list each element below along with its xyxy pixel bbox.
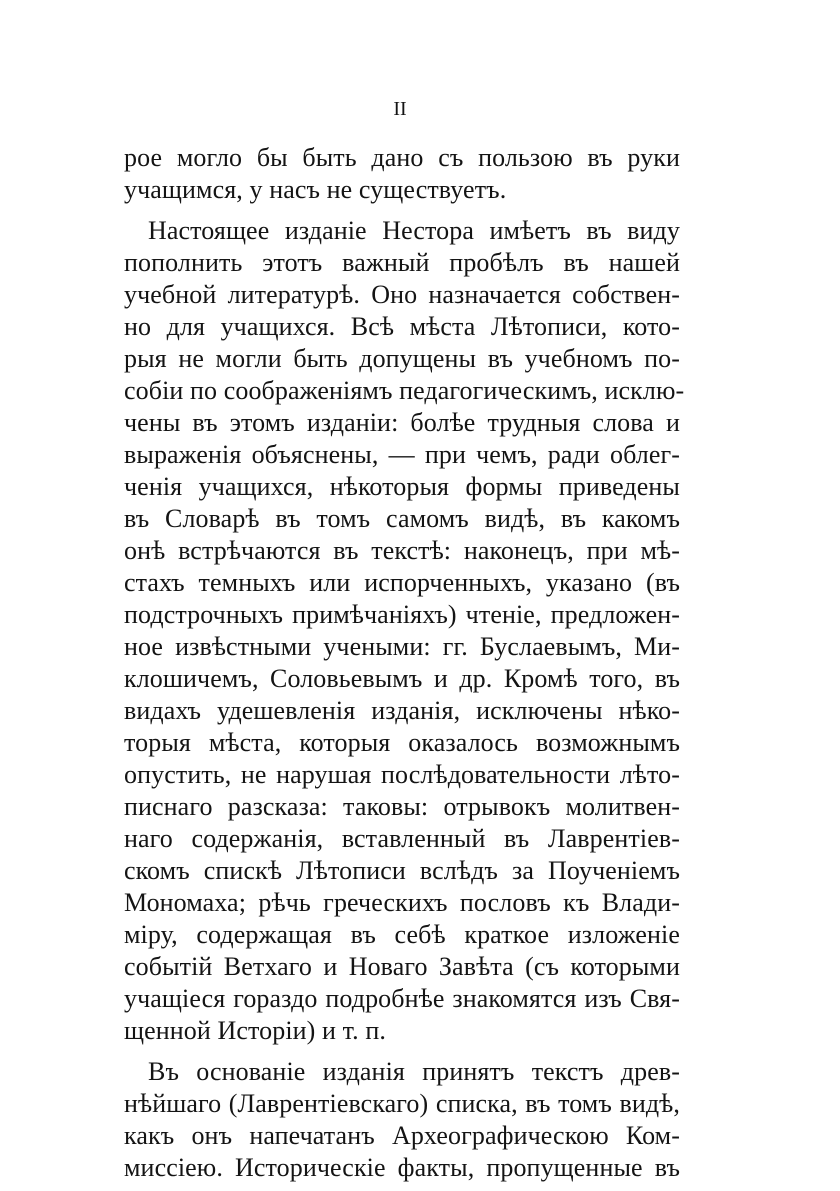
text-line: учащіеся гораздо подробнѣе знакомятся изъ Свя- [124, 984, 680, 1013]
text-line: рое могло бы быть дано съ пользою въ руки [124, 143, 680, 172]
text-line: наго содержанія, вставленный въ Лаврентіев- [124, 824, 680, 853]
text-line: Въ основаніе изданія принятъ текстъ древ- [148, 1057, 680, 1086]
text-line: подстрочныхъ примѣчаніяхъ) чтеніе, предложен- [124, 600, 680, 629]
text-line: онѣ встрѣчаются въ текстѣ: наконецъ, при мѣ- [124, 536, 680, 565]
text-line: ченія учащихся, нѣкоторыя формы приведены [124, 472, 680, 501]
paragraph [124, 215, 685, 1047]
paragraph [124, 1056, 680, 1184]
text-line: учащимся, у насъ не существуетъ. [124, 175, 507, 204]
body-text [124, 142, 685, 1184]
text-line: писнаго разсказа: таковы: отрывокъ молитвен- [124, 792, 680, 821]
text-line: видахъ удешевленія изданія, исключены нѣко- [124, 696, 680, 725]
text-line: міру, содержащая въ себѣ краткое изложеніе [124, 920, 680, 949]
text-line: собіи по соображеніямъ педагогическимъ, исклю- [124, 376, 685, 405]
text-line: чены въ этомъ изданіи: болѣе трудныя слова и [124, 408, 680, 437]
text-line: но для учащихся. Всѣ мѣста Лѣтописи, кото- [124, 312, 680, 341]
text-line: клошичемъ, Соловьевымъ и др. Кромѣ того, въ [124, 664, 680, 693]
text-line: выраженія объяснены, — при чемъ, ради облег- [124, 440, 680, 469]
text-line: ное извѣстными учеными: гг. Буслаевымъ, Ми- [124, 632, 680, 661]
paragraph [124, 142, 680, 206]
text-line: миссіею. Историческіе факты, пропущенные въ [124, 1153, 680, 1182]
text-line: событій Ветхаго и Новаго Завѣта (съ которыми [124, 952, 680, 981]
text-line: опустить, не нарушая послѣдовательности лѣто- [124, 760, 680, 789]
text-line: торыя мѣста, которыя оказалось возможнымъ [124, 728, 680, 757]
text-line: стахъ темныхъ или испорченныхъ, указано (въ [124, 568, 680, 597]
text-line: рыя не могли быть допущены въ учебномъ по- [124, 344, 680, 373]
text-line: Мономаха; рѣчь греческихъ пословъ къ Влади- [124, 888, 680, 917]
text-line: скомъ спискѣ Лѣтописи вслѣдъ за Поученіемъ [124, 856, 680, 885]
text-line: пополнить этотъ важный пробѣлъ въ нашей [124, 248, 680, 277]
text-line: учебной литературѣ. Оно назначается собствен- [124, 280, 680, 309]
text-line: нѣйшаго (Лаврентіевскаго) списка, въ томъ видѣ, [124, 1089, 680, 1118]
text-line: въ Словарѣ въ томъ самомъ видѣ, въ какомъ [124, 504, 680, 533]
text-line: щенной Исторіи) и т. п. [124, 1016, 386, 1045]
page-number: II [393, 98, 407, 120]
text-line: Настоящее изданіе Нестора имѣетъ въ виду [148, 216, 680, 245]
text-line: какъ онъ напечатанъ Археографическою Ком- [124, 1121, 680, 1150]
